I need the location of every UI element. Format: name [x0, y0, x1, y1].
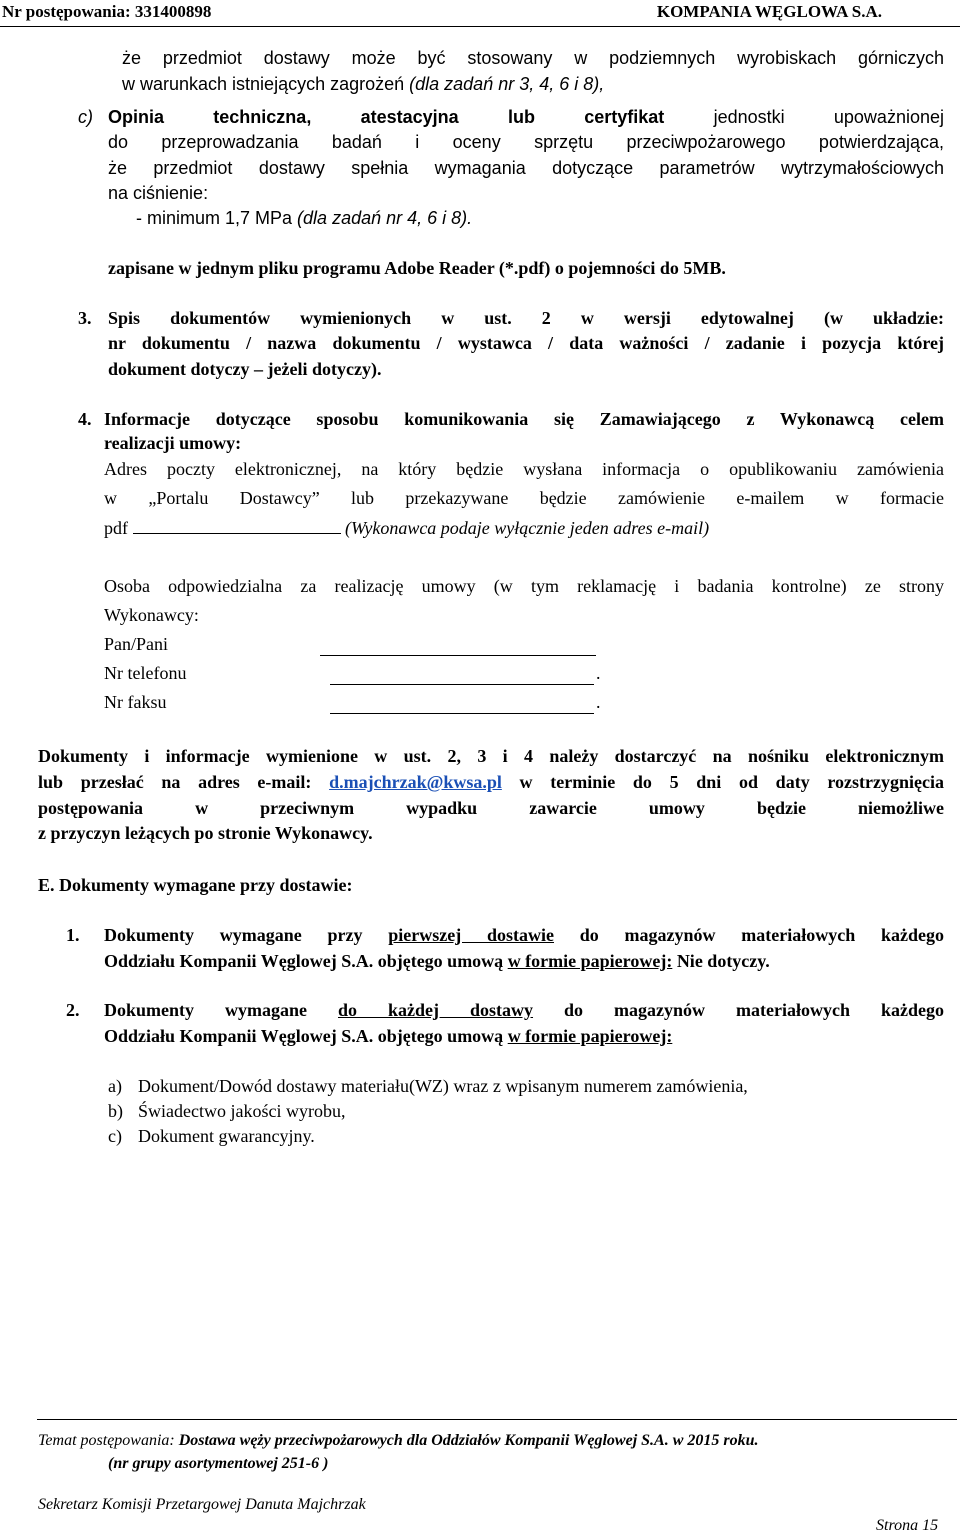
- period: .: [596, 692, 601, 712]
- text-line: w „Portalu Dostawcy” lub przekazywane będzie zamówienie e-mailem w formacie: [104, 488, 944, 508]
- text-line: w warunkach istniejących zagrożeń (dla zadań nr 3, 4, 6 i 8),: [122, 74, 605, 94]
- list-number: 4.: [78, 409, 92, 429]
- text-line: Adres poczty elektronicznej, na który będzie wysłana informacja o opublikowaniu zamówienia: [104, 459, 944, 479]
- text-line: że przedmiot dostawy może być stosowany w podziemnych wyrobiskach górniczych: [122, 48, 944, 68]
- list-number: 1.: [66, 925, 80, 945]
- fax-label: Nr faksu: [104, 692, 167, 712]
- text-line: Dokumenty wymagane do każdej dostawy do magazynów materiałowych każdego: [104, 1000, 944, 1020]
- text-line: Oddziału Kompanii Węglowej S.A. objętego umową w formie papierowej: Nie dotyczy.: [104, 951, 770, 971]
- text-line: Opinia techniczna, atestacyjna lub certyfikat jednostki upoważnionej: [108, 107, 944, 127]
- list-item: Dokument/Dowód dostawy materiału(WZ) wraz z wpisanym numerem zamówienia,: [138, 1076, 748, 1096]
- text-line: - minimum 1,7 MPa (dla zadań nr 4, 6 i 8).: [136, 208, 473, 228]
- text-line: do przeprowadzania badań i oceny sprzętu przeciwpożarowego potwierdzająca,: [108, 132, 944, 152]
- section-title: E. Dokumenty wymagane przy dostawie:: [38, 875, 353, 895]
- footer-topic: Temat postępowania: Dostawa węży przeciwpożarowych dla Oddziałów Kompanii Węglowej S.A. w 2015 roku.: [38, 1432, 759, 1449]
- footer-group-number: (nr grupy asortymentowej 251-6 ): [108, 1455, 329, 1472]
- text-line: nr dokumentu / nazwa dokumentu / wystawca / data ważności / zadanie i pozycja której: [108, 333, 944, 353]
- text-line: lub przesłać na adres e-mail: d.majchrzak@kwsa.pl w terminie do 5 dni od daty rozstrzygnięcia: [38, 772, 944, 792]
- list-number: 3.: [78, 308, 92, 328]
- contact-person-blank: [320, 632, 596, 656]
- phone-label: Nr telefonu: [104, 663, 187, 683]
- contact-person-label: Pan/Pani: [104, 634, 169, 654]
- text-line: postępowania w przeciwnym wypadku zawarcie umowy będzie niemożliwe: [38, 798, 944, 818]
- email-link[interactable]: d.majchrzak@kwsa.pl: [329, 772, 502, 792]
- text-line: Dokumenty i informacje wymienione w ust. 2, 3 i 4 należy dostarczyć na nośniku elektronicznym: [38, 746, 944, 766]
- text-line: Informacje dotyczące sposobu komunikowania się Zamawiającego z Wykonawcą celem: [104, 409, 944, 429]
- text-line: z przyczyn leżących po stronie Wykonawcy.: [38, 823, 373, 843]
- email-blank: [133, 533, 341, 534]
- phone-blank: [330, 661, 594, 685]
- email-line: pdf (Wykonawca podaje wyłącznie jeden adres e-mail): [104, 518, 710, 538]
- text-line: dokument dotyczy – jeżeli dotyczy).: [108, 359, 382, 379]
- company-name: KOMPANIA WĘGLOWA S.A.: [656, 2, 882, 21]
- text-line: Dokumenty wymagane przy pierwszej dostawie do magazynów materiałowych każdego: [104, 925, 944, 945]
- text-line: Spis dokumentów wymienionych w ust. 2 w wersji edytowalnej (w układzie:: [108, 308, 944, 328]
- file-format-note: zapisane w jednym pliku programu Adobe Reader (*.pdf) o pojemności do 5MB.: [108, 258, 726, 278]
- footer-divider: [37, 1419, 957, 1420]
- procedure-number: Nr postępowania: 331400898: [2, 2, 212, 21]
- footer-secretary: Sekretarz Komisji Przetargowej Danuta Majchrzak: [38, 1496, 366, 1513]
- text-line: że przedmiot dostawy spełnia wymagania dotyczące parametrów wytrzymałościowych: [108, 158, 944, 178]
- fax-blank: [330, 690, 594, 714]
- text-line: Osoba odpowiedzialna za realizację umowy (w tym reklamację i badania kontrolne) ze strony: [104, 576, 944, 596]
- list-label: a): [108, 1076, 122, 1096]
- text-line: realizacji umowy:: [104, 433, 242, 453]
- period: .: [596, 663, 601, 683]
- page-header: [0, 0, 960, 27]
- list-label: b): [108, 1101, 123, 1121]
- text-line: Oddziału Kompanii Węglowej S.A. objętego umową w formie papierowej:: [104, 1026, 673, 1046]
- page-number: Strona 15: [876, 1517, 939, 1534]
- text-line: Wykonawcy:: [104, 605, 199, 625]
- list-item: Dokument gwarancyjny.: [138, 1126, 315, 1146]
- list-item: Świadectwo jakości wyrobu,: [138, 1101, 346, 1121]
- text-line: na ciśnienie:: [108, 183, 209, 203]
- list-label: c): [78, 107, 93, 127]
- list-number: 2.: [66, 1000, 80, 1020]
- list-label: c): [108, 1126, 122, 1146]
